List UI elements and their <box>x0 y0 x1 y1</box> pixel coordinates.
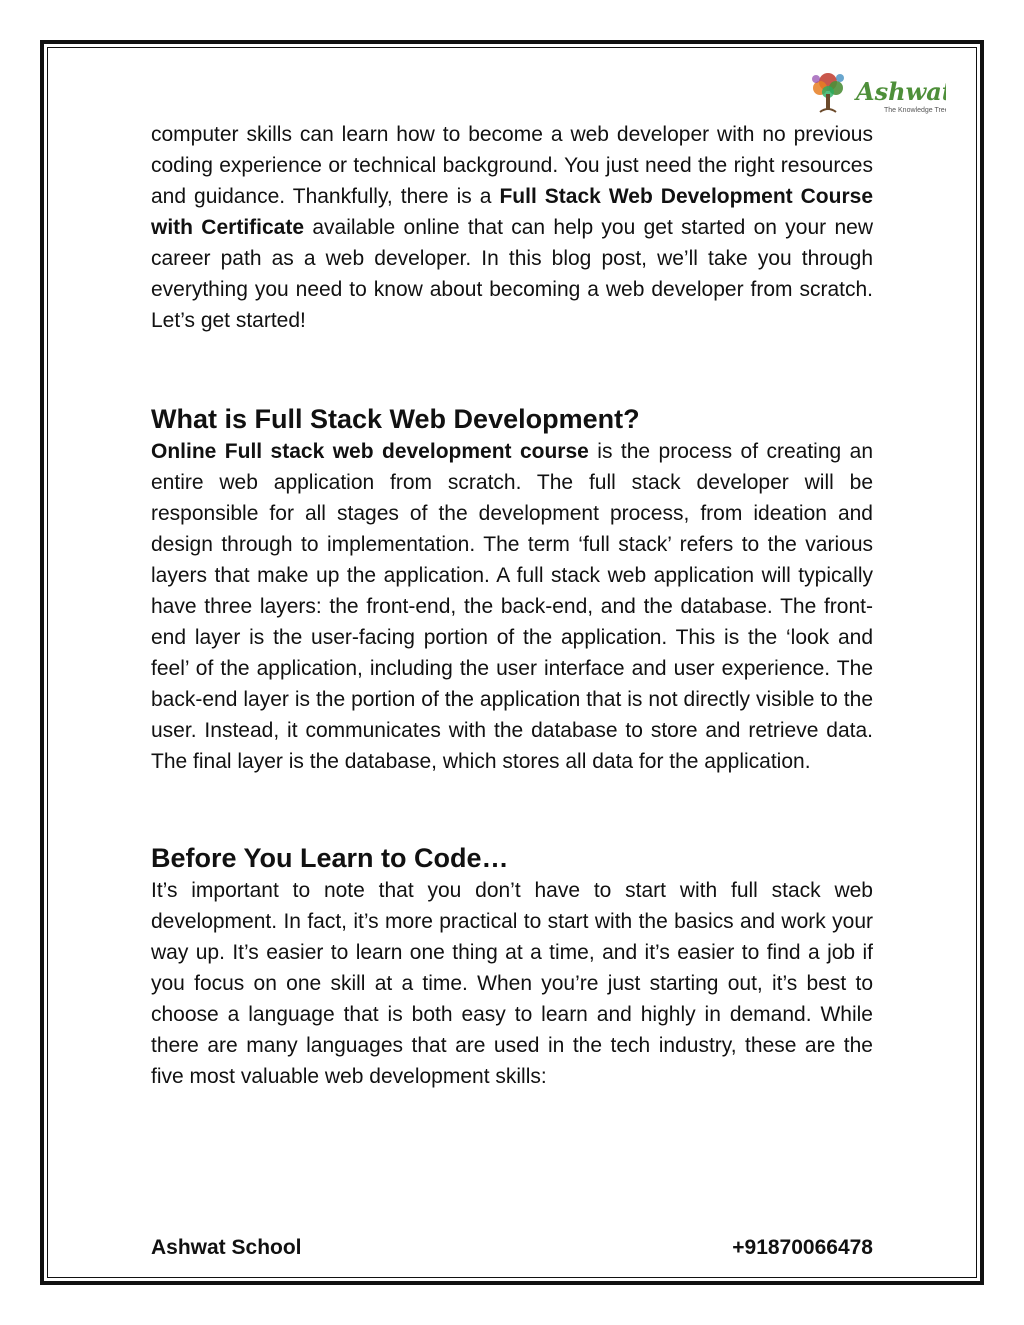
section-paragraph-before-code: It’s important to note that you don’t have to start with full stack web development. In fact, it’s more practical to start with the basics and work your way up. It’s easier to learn one thing at a time, and it’s easier to find a job if you focus on one skill at a time. When you’re just starting out, it’s best to choose a language that is both easy to learn and highly in demand. While there are many languages that are used in the tech industry, these are the five most valuable web development skills: <box>151 879 873 1088</box>
logo-tagline: The Knowledge Tree <box>884 107 946 114</box>
page-footer <box>151 1236 873 1266</box>
intro-text-1: computer skills can learn how to become a web developer with no previous coding experience or technical background. You just need the right resources and guidance. Thankfully, there is a <box>151 123 873 208</box>
logo-wordmark: Ashwat <box>856 77 946 106</box>
tree-logo-icon <box>806 64 946 120</box>
section1-body: is the process of creating an entire web application from scratch. The full stack developer will be responsible for all stages of the development process, from ideation and design through to implementation. The term ‘full stack’ refers to the various layers that make up the application. A full stack web application will typically have three layers: the front-end, the back-end, and the database. The front-end layer is the user-facing portion of the application. This is the ‘look and feel’ of the application, including the user interface and user experience. The back-end layer is the portion of the application that is not directly visible to the user. Instead, it communicates with the database to store and retrieve data. The final layer is the database, which stores all data for the application. <box>151 440 873 773</box>
section-paragraph-full-stack <box>151 436 873 777</box>
intro-text-2: available online that can help you get started on your new career path as a web developer. In this blog post, we’ll take you through everything you need to know about becoming a web developer from scratch. Let’s get started! <box>151 216 873 332</box>
course-highlight: Full Stack Web Development Course with Certificate <box>151 185 873 239</box>
section-heading-before-code: Before You Learn to Code… <box>151 843 509 873</box>
section-heading-full-stack: What is Full Stack Web Development? <box>151 404 640 434</box>
intro-paragraph <box>151 119 873 336</box>
ashwat-logo <box>806 64 946 120</box>
course-lead-bold: Online Full stack web development course <box>151 440 589 463</box>
footer-school-name: Ashwat School <box>151 1236 302 1259</box>
article-body <box>151 119 873 1092</box>
footer-phone: +91870066478 <box>732 1236 873 1259</box>
